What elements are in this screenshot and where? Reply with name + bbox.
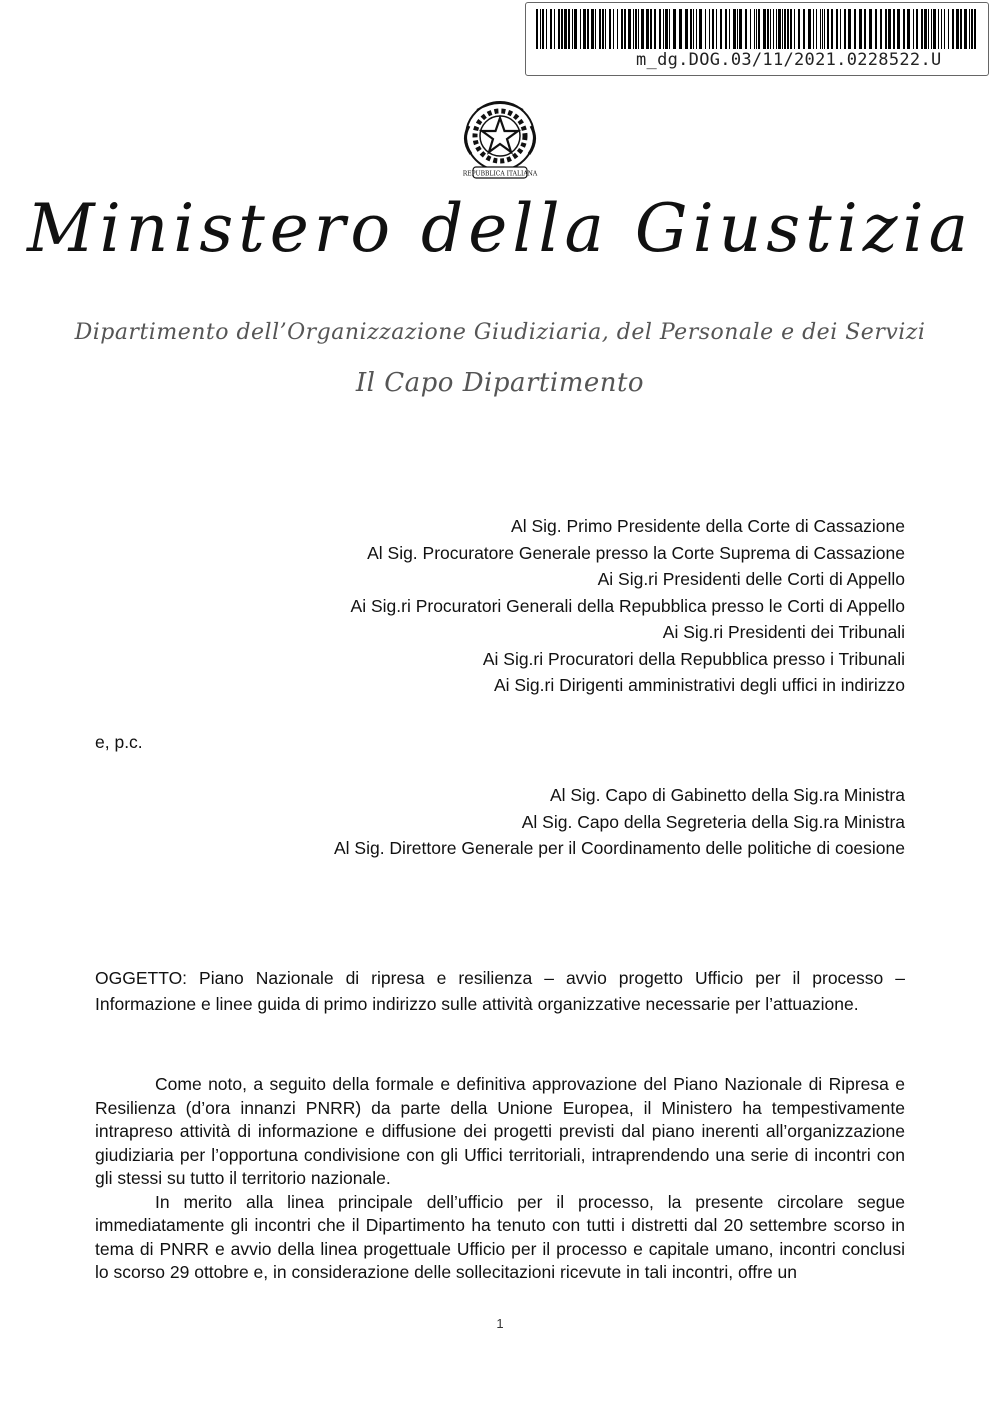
- barcode-bar: [758, 9, 760, 49]
- barcode-bar: [784, 9, 786, 49]
- barcode-bar: [750, 9, 751, 49]
- barcode-bar: [798, 9, 800, 49]
- page-number: 1: [496, 1316, 504, 1331]
- barcode-bar: [574, 9, 577, 49]
- republic-emblem-icon: [455, 96, 545, 186]
- barcode-bar: [897, 9, 900, 49]
- barcode-bar: [903, 9, 905, 49]
- barcode-bar: [888, 9, 891, 49]
- barcode-bar: [803, 9, 805, 49]
- barcode-bar: [913, 9, 914, 49]
- body-paragraph: Come noto, a seguito della formale e definitiva approvazione del Piano Nazionale di Ripresa e Resilienza (d’ora innanzi PNRR) da parte della Unione Europea, il Ministero ha tempestivamente intrapreso attività di informazione e diffusione dei progetti previsti dal piano inerenti all’organizzazione giudiziaria per l’opportuna condivisione con gli Uffici territoriali, intraprendendo una serie di incontri con gli stessi su tutto il territorio nazionale.: [95, 1074, 905, 1188]
- recipient-line: Ai Sig.ri Procuratori della Repubblica presso i Tribunali: [482, 648, 905, 669]
- barcode-bar: [964, 9, 967, 49]
- barcode-bar: [712, 9, 714, 49]
- barcode-bar: [969, 9, 970, 49]
- barcode-bar: [737, 9, 738, 49]
- recipient-line: Ai Sig.ri Procuratori Generali della Repubblica presso le Corti di Appello: [350, 595, 905, 616]
- barcode-bar: [572, 9, 573, 49]
- barcode-bar: [944, 9, 945, 49]
- protocol-number: m_dg.DOG.03/11/2021.0228522.U: [636, 50, 942, 70]
- barcode-bar: [816, 9, 817, 49]
- barcode-bar: [561, 9, 563, 49]
- barcode-bar: [773, 9, 774, 49]
- barcode-bar: [540, 9, 541, 49]
- barcode-bar: [767, 9, 769, 49]
- barcode-bar: [705, 9, 706, 49]
- ministry-title: Ministero della Giustizia: [27, 190, 973, 267]
- barcode-bar: [808, 9, 811, 49]
- barcode-bar: [848, 9, 851, 49]
- barcode-bar: [685, 9, 688, 49]
- recipient-line: Ai Sig.ri Presidenti dei Tribunali: [662, 622, 905, 642]
- barcode-bar: [580, 9, 581, 49]
- barcode-bar: [587, 9, 589, 49]
- barcode-bar: [971, 9, 973, 49]
- barcode-bar: [568, 9, 570, 49]
- barcode-bar: [794, 9, 795, 49]
- barcode-bar: [885, 9, 887, 49]
- department-name: Dipartimento dell’Organizzazione Giudiziaria, del Personale e dei Servizi: [74, 320, 926, 345]
- barcode-bar: [550, 9, 552, 49]
- barcode-bar: [827, 9, 829, 49]
- barcode-bar: [546, 9, 547, 49]
- barcode-bar: [699, 9, 702, 49]
- barcode-bar: [542, 9, 544, 49]
- barcode-bar: [659, 9, 661, 49]
- barcode-bar: [941, 9, 942, 49]
- barcode-bar: [673, 9, 676, 49]
- barcode-bar: [763, 9, 766, 49]
- barcode-bar: [924, 9, 927, 49]
- cc-recipients-list: [334, 782, 905, 862]
- barcode-bar: [628, 9, 631, 49]
- barcode-bar: [907, 9, 910, 49]
- office-title: Il Capo Dipartimento: [355, 368, 645, 398]
- barcode-bar: [931, 9, 932, 49]
- barcode-bar: [554, 9, 555, 49]
- barcode-bar: [613, 9, 614, 49]
- barcode-bar: [591, 9, 594, 49]
- barcode-bar: [536, 9, 538, 49]
- barcode-bar: [960, 9, 962, 49]
- barcode-bar: [665, 9, 668, 49]
- barcode-bar: [725, 9, 727, 49]
- cc-recipient-line: Al Sig. Capo della Segreteria della Sig.ra Ministra: [521, 811, 905, 832]
- barcode-bar: [928, 9, 929, 49]
- barcode-bar: [669, 9, 670, 49]
- barcode-bar: [880, 9, 882, 49]
- barcode-bar: [869, 9, 872, 49]
- barcode-bar: [663, 9, 664, 49]
- barcode-bar: [641, 9, 644, 49]
- subject-block: [95, 965, 905, 1017]
- barcode-bar: [790, 9, 792, 49]
- barcode-bar: [624, 9, 626, 49]
- barcode-bar: [921, 9, 923, 49]
- barcode-bar: [693, 9, 694, 49]
- barcode-bar: [864, 9, 866, 49]
- recipients-list: [351, 513, 905, 699]
- barcode-bar: [690, 9, 692, 49]
- barcode-bar: [729, 9, 730, 49]
- barcode-bar: [633, 9, 634, 49]
- barcode-bar: [859, 9, 862, 49]
- recipient-line: Al Sig. Procuratore Generale presso la Corte Suprema di Cassazione: [367, 542, 905, 563]
- barcode-bar: [938, 9, 939, 49]
- barcode-bar: [654, 9, 656, 49]
- barcode-bar: [605, 9, 606, 49]
- barcode-bar: [813, 9, 814, 49]
- recipient-line: Ai Sig.ri Presidenti delle Corti di Appello: [597, 569, 905, 589]
- barcode-bar: [646, 9, 649, 49]
- cc-recipient-line: Al Sig. Capo di Gabinetto della Sig.ra Ministra: [549, 785, 905, 805]
- barcode-bar: [770, 9, 771, 49]
- barcode-bar: [635, 9, 637, 49]
- barcode-bar: [756, 9, 757, 49]
- barcode-bar: [787, 9, 789, 49]
- barcode-bar: [650, 9, 652, 49]
- cc-label: e, p.c.: [95, 732, 143, 752]
- recipient-line: Al Sig. Primo Presidente della Corte di Cassazione: [511, 516, 905, 536]
- barcode-bar: [778, 9, 781, 49]
- barcode-bar: [831, 9, 833, 49]
- barcode-bar: [956, 9, 959, 49]
- barcode-icon: [536, 9, 978, 49]
- protocol-barcode-stamp: [525, 2, 989, 76]
- barcode-bar: [822, 9, 823, 49]
- barcode-bar: [754, 9, 755, 49]
- recipient-line: Ai Sig.ri Dirigenti amministrativi degli uffici in indirizzo: [493, 675, 905, 695]
- barcode-bar: [558, 9, 560, 49]
- barcode-bar: [893, 9, 895, 49]
- barcode-bar: [745, 9, 747, 49]
- barcode-bar: [595, 9, 596, 49]
- barcode-bar: [824, 9, 825, 49]
- barcode-bar: [716, 9, 717, 49]
- body-paragraph: In merito alla linea principale dell’ufficio per il processo, la presente circolare segue immediatamente gli incontri che il Dipartimento ha tenuto con tutti i distretti dal 20 settembre scorso in tema di PNRR e avvio della linea progettuale Ufficio per il processo e capitale umano, incontri conclusi lo scorso 29 ottobre e, in considerazione delle sollecitazioni ricevute in tali incontri, offre un: [95, 1191, 905, 1282]
- barcode-bar: [916, 9, 918, 49]
- barcode-bar: [638, 9, 639, 49]
- barcode-bar: [709, 9, 710, 49]
- barcode-bar: [820, 9, 821, 49]
- barcode-bar: [564, 9, 567, 49]
- emblem-label: REPUBBLICA ITALIANA: [462, 170, 538, 178]
- cc-recipient-line: Al Sig. Direttore Generale per il Coordinamento delle politiche di coesione: [333, 838, 905, 858]
- body-text: [95, 1073, 905, 1285]
- barcode-bar: [974, 9, 976, 49]
- barcode-bar: [836, 9, 838, 49]
- barcode-bar: [583, 9, 586, 49]
- barcode-bar: [617, 9, 618, 49]
- barcode-bar: [782, 9, 783, 49]
- barcode-bar: [621, 9, 623, 49]
- barcode-bar: [696, 9, 697, 49]
- barcode-bar: [854, 9, 856, 49]
- barcode-bar: [599, 9, 601, 49]
- barcode-bar: [952, 9, 954, 49]
- barcode-bar: [840, 9, 841, 49]
- barcode-bar: [875, 9, 877, 49]
- barcode-bar: [720, 9, 722, 49]
- barcode-bar: [733, 9, 736, 49]
- subject-text: Piano Nazionale di ripresa e resilienza – avvio progetto Ufficio per il processo –Informazione e linee guida di primo indirizzo sulle attività organizzative necessarie per l’attuazione.: [95, 968, 905, 1014]
- subject-label: OGGETTO:: [95, 968, 188, 988]
- barcode-bar: [679, 9, 682, 49]
- barcode-bar: [948, 9, 949, 49]
- barcode-bar: [609, 9, 611, 49]
- barcode-bar: [739, 9, 742, 49]
- barcode-bar: [933, 9, 936, 49]
- barcode-bar: [602, 9, 604, 49]
- barcode-bar: [844, 9, 846, 49]
- barcode-bar: [776, 9, 777, 49]
